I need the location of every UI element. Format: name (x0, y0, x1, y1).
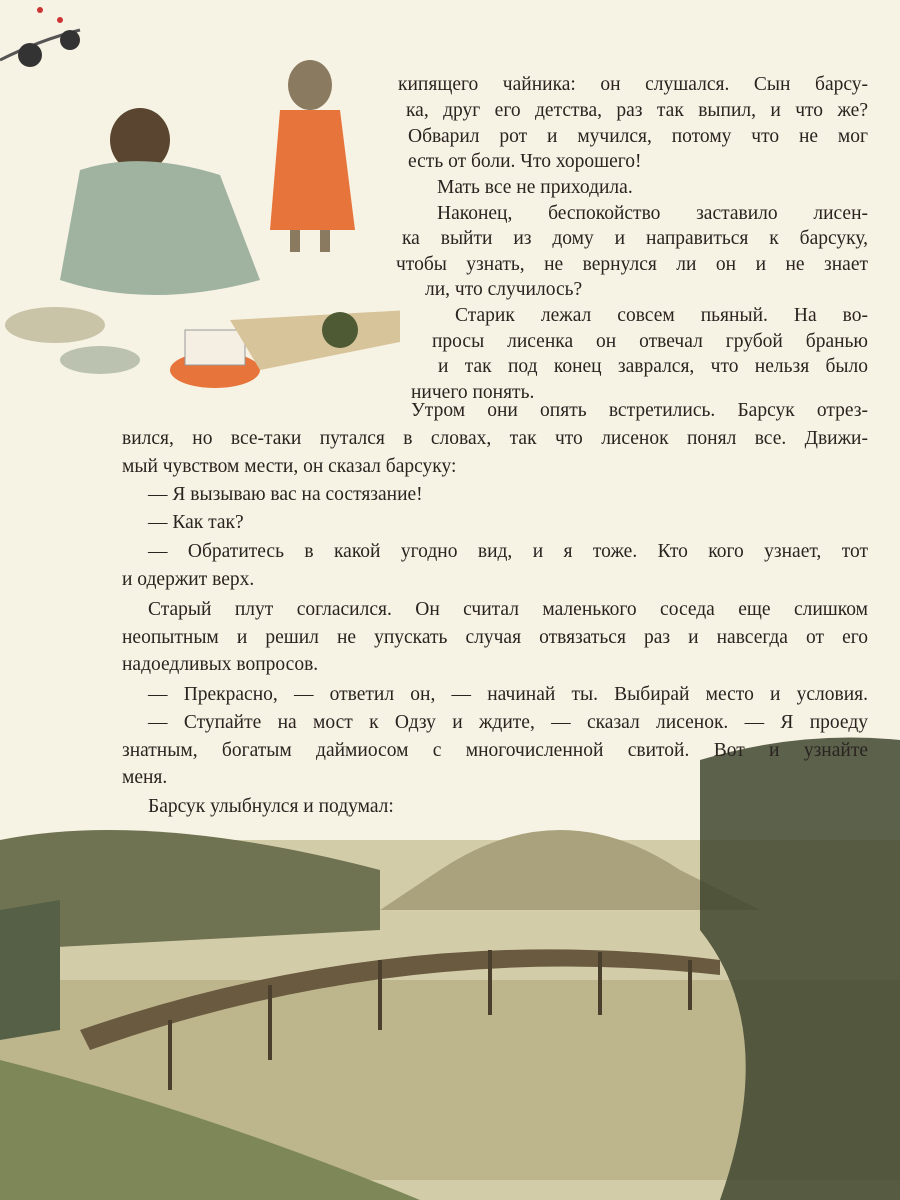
text-line: — Ступайте на мост к Одзу и ждите, — сказал лисенок. — Я проеду (148, 712, 868, 733)
badger-figure (60, 108, 260, 295)
text-line: ничего понять. (411, 382, 535, 403)
text-line: меня. (122, 767, 168, 788)
text-line: Барсук улыбнулся и подумал: (148, 796, 394, 817)
text-line: Наконец, беспокойство заставило лисен- (437, 203, 868, 224)
text-line: Обварил рот и мучился, потому что не мог (408, 126, 868, 147)
text-line: — Прекрасно, — ответил он, — начинай ты. Выбирай место и условия. (148, 684, 868, 705)
text-line: просы лисенка он отвечал грубой бранью (432, 331, 868, 352)
text-line: Старый плут согласился. Он считал маленького соседа еще слишком (148, 599, 868, 620)
text-line: Утром они опять встретились. Барсук отрез- (411, 400, 868, 421)
text-line: ли, что случилось? (425, 279, 583, 300)
text-line: неопытным и решил не упускать случая отвязаться раз и навсегда от его (122, 627, 868, 648)
fox-figure (270, 60, 355, 252)
illustration-badger-and-fox (0, 0, 400, 400)
text-line: — Как так? (148, 512, 244, 533)
text-line: знатным, богатым даймиосом с многочисленной свитой. Вот и узнайте (122, 740, 868, 761)
text-line: ка, друг его детства, раз так выпил, и что же? (406, 100, 868, 121)
text-line: вился, но все-таки путался в словах, так что лисенок понял все. Движи- (122, 428, 868, 449)
food-dishes (5, 307, 400, 388)
birds-branch (0, 7, 80, 67)
text-line: и одержит верх. (122, 569, 255, 590)
text-line: Мать все не приходила. (437, 177, 633, 198)
text-line: мый чувством мести, он сказал барсуку: (122, 456, 457, 477)
text-line: кипящего чайника: он слушался. Сын барсу- (398, 74, 868, 95)
text-line: и так под конец заврался, что нельзя было (438, 356, 868, 377)
text-line: надоедливых вопросов. (122, 654, 319, 675)
text-line: Старик лежал совсем пьяный. На во- (455, 305, 868, 326)
text-line: есть от боли. Что хорошего! (408, 151, 642, 172)
text-line: — Я вызываю вас на состязание! (148, 484, 423, 505)
text-line: чтобы узнать, не вернулся ли он и не знает (396, 254, 868, 275)
text-line: ка выйти из дому и направиться к барсуку, (402, 228, 868, 249)
text-line: — Обратитесь в какой угодно вид, и я тоже. Кто кого узнает, тот (148, 541, 868, 562)
